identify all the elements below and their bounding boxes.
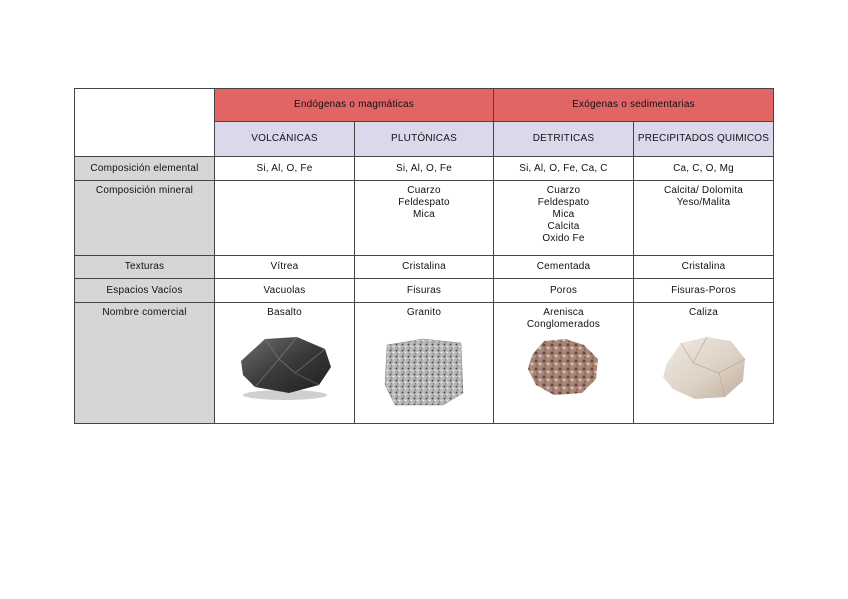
cell-value: Poros	[494, 279, 634, 303]
mineral-item: Oxido Fe	[542, 233, 585, 244]
cell-value: Ca, C, O, Mg	[634, 157, 774, 181]
mineral-item: Mica	[413, 209, 435, 220]
row-label: Espacios Vacíos	[75, 279, 215, 303]
row-nombre-comercial	[75, 303, 774, 424]
mineral-item: Mica	[552, 209, 575, 220]
rock-name: Granito	[406, 307, 442, 318]
mineral-item: Yeso/Malita	[676, 197, 731, 208]
cell-value: Si, Al, O, Fe	[215, 157, 355, 181]
rock-name: Arenisca	[543, 307, 584, 318]
cell-arenisca	[494, 303, 634, 424]
cell-value: Si, Al, O, Fe	[355, 157, 494, 181]
rock-name: Conglomerados	[526, 319, 601, 330]
row-label: Composición elemental	[75, 157, 215, 181]
subgroup-precipitados: PRECIPITADOS QUIMICOS	[634, 122, 774, 157]
cell-value: Vacuolas	[215, 279, 355, 303]
rock-name: Caliza	[689, 307, 718, 318]
mineral-item: Feldespato	[398, 197, 450, 208]
rock-name: Basalto	[267, 307, 302, 318]
cell-value: Fisuras	[355, 279, 494, 303]
mineral-item: Cuarzo	[546, 185, 581, 196]
group-endogenas: Endógenas o magmáticas	[215, 89, 494, 122]
cell-caliza	[634, 303, 774, 424]
cell-granito	[355, 303, 494, 424]
mineral-item: Calcita/ Dolomita	[664, 185, 743, 196]
cell-value	[355, 181, 494, 256]
row-espacios-vacios	[75, 279, 774, 303]
cell-value: Si, Al, O, Fe, Ca, C	[494, 157, 634, 181]
cell-value: Cristalina	[634, 256, 774, 279]
granite-rock-image	[383, 337, 465, 407]
cell-value: Fisuras-Poros	[634, 279, 774, 303]
rock-classification-table	[74, 88, 774, 424]
cell-basalto	[215, 303, 355, 424]
row-label: Nombre comercial	[75, 303, 215, 424]
subgroup-volcanicas: VOLCÁNICAS	[215, 122, 355, 157]
row-label: Composición mineral	[75, 181, 215, 256]
group-exogenas: Exógenas o sedimentarias	[494, 89, 774, 122]
cell-value: Vítrea	[215, 256, 355, 279]
cell-value	[494, 181, 634, 256]
row-texturas	[75, 256, 774, 279]
corner-cell	[75, 89, 215, 157]
conglomerate-rock-image	[526, 335, 602, 397]
cell-value	[215, 181, 355, 256]
limestone-rock-image	[659, 333, 749, 403]
mineral-item: Feldespato	[537, 197, 590, 208]
subgroup-plutonicas: PLUTÓNICAS	[355, 122, 494, 157]
mineral-item: Cuarzo	[407, 185, 441, 196]
row-label: Texturas	[75, 256, 215, 279]
cell-value	[634, 181, 774, 256]
row-composicion-mineral	[75, 181, 774, 256]
cell-value: Cristalina	[355, 256, 494, 279]
group-header-row	[75, 89, 774, 122]
row-composicion-elemental	[75, 157, 774, 181]
cell-value: Cementada	[494, 256, 634, 279]
subgroup-detriticas: DETRITICAS	[494, 122, 634, 157]
basalt-rock-image	[235, 333, 335, 403]
mineral-item: Calcita	[547, 221, 580, 232]
